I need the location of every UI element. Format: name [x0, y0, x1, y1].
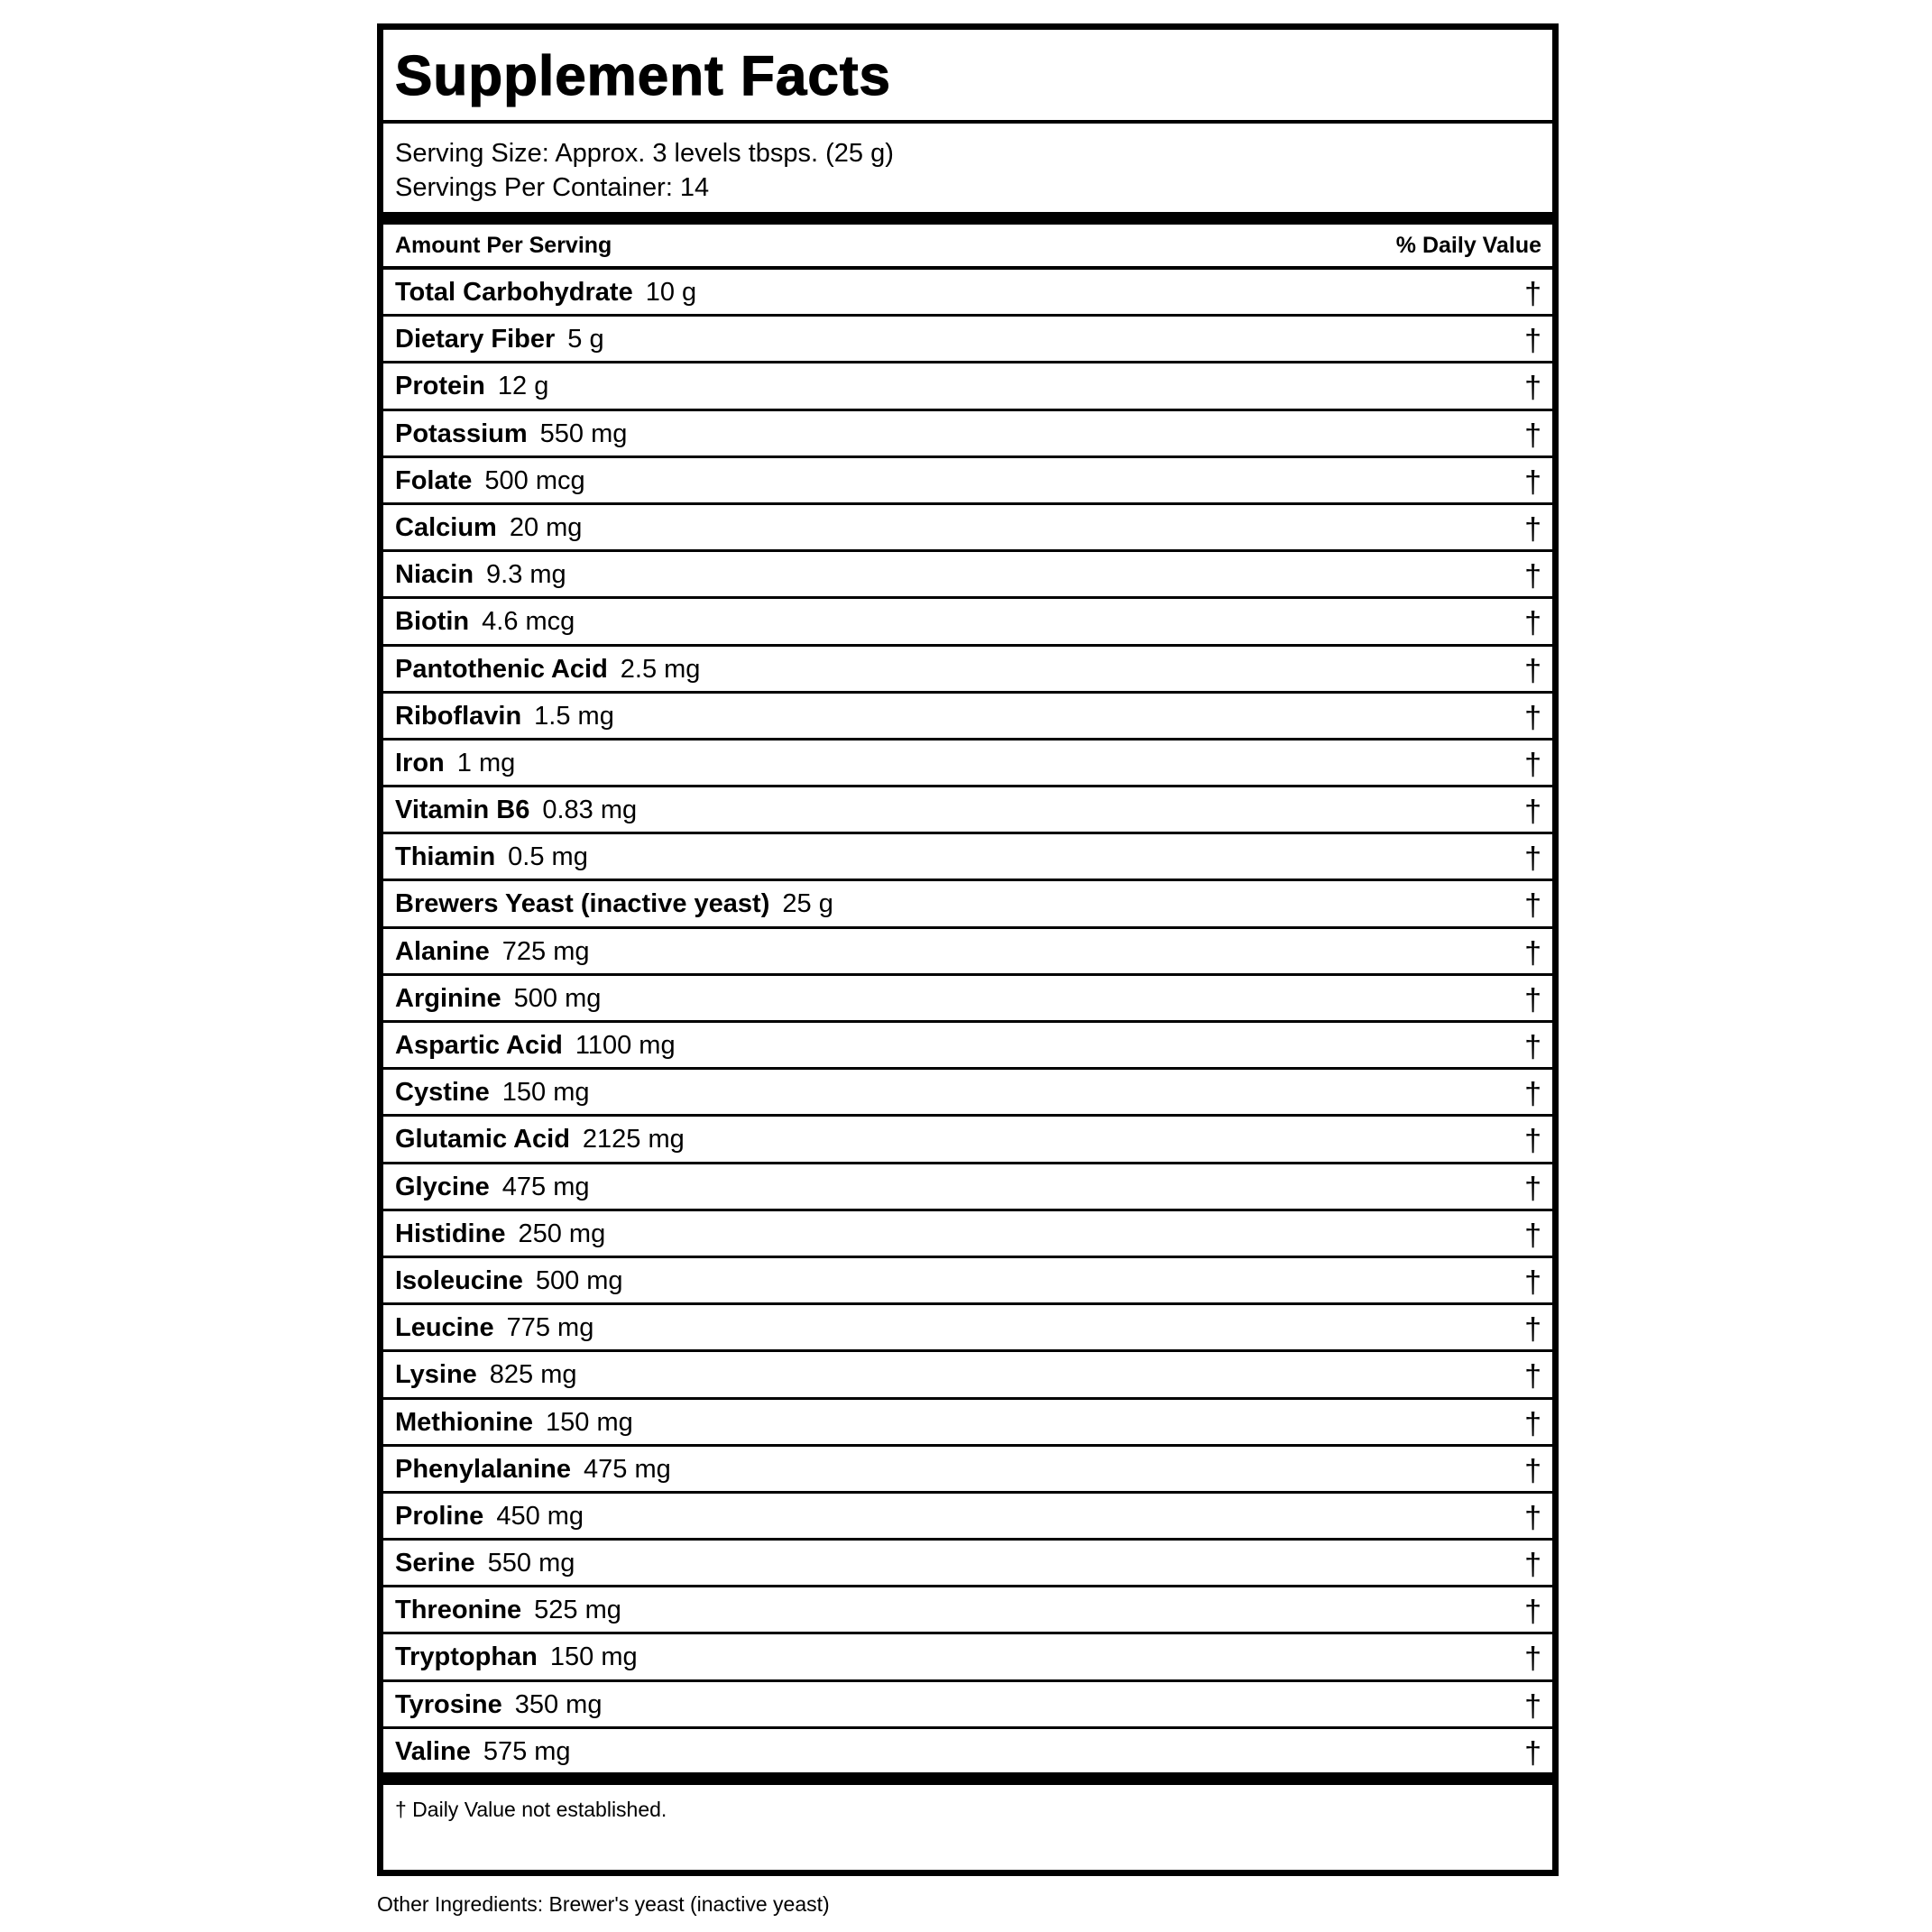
nutrient-name: Calcium — [395, 512, 497, 542]
nutrient-amount: 575 mg — [483, 1736, 571, 1766]
nutrient-row — [383, 552, 1552, 599]
nutrient-row — [383, 1258, 1552, 1305]
nutrient-name-amount — [395, 1070, 590, 1115]
nutrient-amount: 10 g — [645, 278, 697, 307]
nutrient-name: Valine — [395, 1736, 471, 1766]
dagger-daily-value: † — [1524, 1124, 1541, 1159]
nutrient-name: Riboflavin — [395, 701, 522, 731]
nutrient-name: Iron — [395, 748, 445, 777]
dagger-daily-value: † — [1524, 1688, 1541, 1724]
dagger-daily-value: † — [1524, 1548, 1541, 1583]
nutrient-name: Lysine — [395, 1360, 477, 1390]
nutrient-amount: 550 mg — [487, 1549, 575, 1578]
nutrient-name-amount — [395, 647, 700, 692]
nutrient-name-amount — [395, 317, 604, 362]
nutrient-row — [383, 647, 1552, 694]
nutrient-row — [383, 1729, 1552, 1776]
dagger-daily-value: † — [1524, 1359, 1541, 1394]
nutrient-name-amount — [395, 270, 696, 315]
dagger-daily-value: † — [1524, 842, 1541, 877]
nutrient-name: Potassium — [395, 419, 528, 448]
dagger-daily-value: † — [1524, 1595, 1541, 1630]
nutrient-row — [383, 505, 1552, 552]
nutrient-name-amount — [395, 1729, 571, 1774]
dagger-daily-value: † — [1524, 1453, 1541, 1488]
nutrient-row — [383, 787, 1552, 834]
nutrient-amount: 12 g — [497, 372, 549, 401]
nutrient-name: Protein — [395, 372, 485, 401]
nutrient-name-amount — [395, 363, 548, 409]
dagger-daily-value: † — [1524, 1312, 1541, 1348]
nutrient-row — [383, 1211, 1552, 1258]
nutrient-amount: 9.3 mg — [486, 560, 566, 590]
nutrient-row — [383, 1682, 1552, 1729]
dagger-daily-value: † — [1524, 795, 1541, 830]
dagger-daily-value: † — [1524, 1265, 1541, 1300]
nutrient-name-amount — [395, 411, 627, 456]
nutrient-amount: 0.5 mg — [508, 842, 588, 872]
nutrient-name: Tryptophan — [395, 1642, 538, 1672]
nutrient-row — [383, 1400, 1552, 1447]
dagger-daily-value: † — [1524, 371, 1541, 406]
nutrient-row — [383, 1023, 1552, 1070]
nutrient-amount: 725 mg — [501, 936, 590, 966]
dagger-daily-value: † — [1524, 1642, 1541, 1677]
thick-divider-bottom — [383, 1772, 1552, 1785]
dagger-daily-value: † — [1524, 982, 1541, 1017]
nutrient-row — [383, 741, 1552, 787]
nutrient-name: Aspartic Acid — [395, 1031, 563, 1060]
nutrient-row — [383, 1447, 1552, 1494]
nutrient-name-amount — [395, 1352, 577, 1397]
dagger-daily-value: † — [1524, 324, 1541, 359]
nutrient-name-amount — [395, 1023, 676, 1068]
nutrient-name: Glycine — [395, 1172, 490, 1201]
nutrient-amount: 500 mg — [513, 983, 602, 1013]
serving-size: Serving Size: Approx. 3 levels tbsps. (25 g) — [395, 139, 894, 168]
dagger-daily-value: † — [1524, 465, 1541, 500]
column-header-row — [383, 225, 1552, 270]
dagger-daily-value: † — [1524, 606, 1541, 641]
nutrient-name-amount — [395, 552, 566, 597]
nutrient-row — [383, 929, 1552, 976]
panel-title: Supplement Facts — [383, 30, 1552, 124]
nutrient-amount: 25 g — [782, 889, 833, 919]
nutrient-list — [383, 270, 1552, 1776]
dagger-daily-value: † — [1524, 1735, 1541, 1771]
nutrient-name-amount — [395, 1258, 623, 1303]
servings-per-container: Servings Per Container: 14 — [395, 173, 710, 202]
nutrient-amount: 150 mg — [501, 1078, 590, 1108]
nutrient-amount: 825 mg — [489, 1360, 577, 1390]
nutrient-name: Biotin — [395, 607, 470, 637]
nutrient-row — [383, 599, 1552, 646]
nutrient-row — [383, 976, 1552, 1023]
dagger-daily-value: † — [1524, 418, 1541, 453]
nutrient-name-amount — [395, 1164, 590, 1210]
nutrient-name: Arginine — [395, 983, 501, 1013]
nutrient-name-amount — [395, 1211, 605, 1256]
nutrient-name: Brewers Yeast (inactive yeast) — [395, 889, 770, 919]
nutrient-name-amount — [395, 1447, 671, 1492]
nutrient-row — [383, 1494, 1552, 1541]
amount-per-serving-header: Amount Per Serving — [395, 233, 612, 258]
nutrient-amount: 775 mg — [506, 1313, 594, 1343]
nutrient-name-amount — [395, 1587, 621, 1633]
nutrient-name: Leucine — [395, 1313, 494, 1343]
nutrient-amount: 150 mg — [549, 1642, 638, 1672]
nutrient-name: Pantothenic Acid — [395, 654, 608, 684]
dagger-daily-value: † — [1524, 653, 1541, 688]
nutrient-amount: 475 mg — [584, 1454, 671, 1484]
nutrient-name: Dietary Fiber — [395, 325, 556, 354]
nutrient-name-amount — [395, 1400, 633, 1445]
nutrient-row — [383, 270, 1552, 317]
dagger-daily-value: † — [1524, 1171, 1541, 1206]
nutrient-name-amount — [395, 458, 585, 503]
nutrient-row — [383, 363, 1552, 410]
nutrient-name: Proline — [395, 1501, 484, 1531]
nutrient-amount: 1 mg — [456, 748, 516, 777]
daily-value-header: % Daily Value — [1395, 233, 1541, 258]
nutrient-amount: 2125 mg — [582, 1125, 685, 1155]
nutrient-amount: 350 mg — [514, 1689, 603, 1719]
nutrient-name: Histidine — [395, 1219, 506, 1248]
other-ingredients: Other Ingredients: Brewer's yeast (inactive yeast) — [377, 1892, 830, 1916]
nutrient-row — [383, 1352, 1552, 1399]
thick-divider-top — [383, 212, 1552, 225]
nutrient-name: Vitamin B6 — [395, 796, 530, 825]
nutrient-row — [383, 317, 1552, 363]
dagger-daily-value: † — [1524, 1030, 1541, 1064]
dagger-daily-value: † — [1524, 511, 1541, 547]
nutrient-amount: 150 mg — [546, 1407, 633, 1437]
nutrient-row — [383, 1587, 1552, 1634]
nutrient-name-amount — [395, 929, 589, 974]
serving-info — [383, 124, 1552, 212]
nutrient-name-amount — [395, 1117, 685, 1162]
nutrient-row — [383, 1070, 1552, 1117]
nutrient-row — [383, 834, 1552, 881]
dagger-daily-value: † — [1524, 747, 1541, 782]
nutrient-name: Glutamic Acid — [395, 1125, 570, 1155]
nutrient-name-amount — [395, 976, 601, 1021]
nutrient-amount: 4.6 mcg — [482, 607, 575, 637]
dagger-daily-value: † — [1524, 888, 1541, 924]
nutrient-name-amount — [395, 1541, 575, 1586]
nutrient-name-amount — [395, 787, 637, 833]
nutrient-amount: 0.83 mg — [542, 796, 638, 825]
dagger-daily-value: † — [1524, 1218, 1541, 1253]
nutrient-name-amount — [395, 694, 614, 739]
nutrient-name-amount — [395, 834, 588, 879]
nutrient-name: Cystine — [395, 1078, 490, 1108]
nutrient-row — [383, 411, 1552, 458]
nutrient-row — [383, 458, 1552, 505]
nutrient-name-amount — [395, 1494, 584, 1539]
footnote: † Daily Value not established. — [395, 1798, 667, 1821]
nutrient-row — [383, 1117, 1552, 1164]
nutrient-name: Thiamin — [395, 842, 496, 872]
nutrient-row — [383, 694, 1552, 741]
nutrient-name-amount — [395, 1305, 593, 1350]
nutrient-amount: 1100 mg — [575, 1031, 676, 1060]
supplement-facts-panel — [377, 23, 1559, 1876]
nutrient-row — [383, 1305, 1552, 1352]
nutrient-row — [383, 1541, 1552, 1587]
nutrient-name: Threonine — [395, 1596, 522, 1625]
dagger-daily-value: † — [1524, 277, 1541, 311]
nutrient-amount: 450 mg — [496, 1501, 584, 1531]
nutrient-amount: 250 mg — [518, 1219, 606, 1248]
nutrient-name: Methionine — [395, 1407, 534, 1437]
nutrient-amount: 525 mg — [534, 1596, 621, 1625]
nutrient-name: Folate — [395, 465, 473, 495]
nutrient-amount: 475 mg — [501, 1172, 590, 1201]
dagger-daily-value: † — [1524, 935, 1541, 971]
nutrient-name-amount — [395, 505, 582, 550]
dagger-daily-value: † — [1524, 1077, 1541, 1112]
nutrient-name: Isoleucine — [395, 1265, 523, 1295]
dagger-daily-value: † — [1524, 700, 1541, 735]
nutrient-row — [383, 881, 1552, 928]
nutrient-name: Alanine — [395, 936, 490, 966]
nutrient-name: Serine — [395, 1549, 475, 1578]
nutrient-name: Niacin — [395, 560, 474, 590]
dagger-daily-value: † — [1524, 1406, 1541, 1441]
nutrient-name-amount — [395, 881, 833, 926]
nutrient-amount: 5 g — [567, 325, 604, 354]
nutrient-name: Tyrosine — [395, 1689, 502, 1719]
nutrient-amount: 500 mcg — [484, 465, 585, 495]
nutrient-name-amount — [395, 1682, 602, 1727]
nutrient-amount: 500 mg — [535, 1265, 623, 1295]
nutrient-name: Phenylalanine — [395, 1454, 572, 1484]
nutrient-name: Total Carbohydrate — [395, 278, 633, 307]
nutrient-amount: 550 mg — [539, 419, 628, 448]
nutrient-amount: 1.5 mg — [534, 701, 614, 731]
dagger-daily-value: † — [1524, 559, 1541, 594]
nutrient-name-amount — [395, 1634, 638, 1679]
nutrient-name-amount — [395, 741, 515, 786]
nutrient-amount: 2.5 mg — [620, 654, 701, 684]
nutrient-row — [383, 1164, 1552, 1211]
dagger-daily-value: † — [1524, 1500, 1541, 1535]
nutrient-row — [383, 1634, 1552, 1681]
nutrient-amount: 20 mg — [509, 512, 583, 542]
nutrient-name-amount — [395, 599, 575, 644]
